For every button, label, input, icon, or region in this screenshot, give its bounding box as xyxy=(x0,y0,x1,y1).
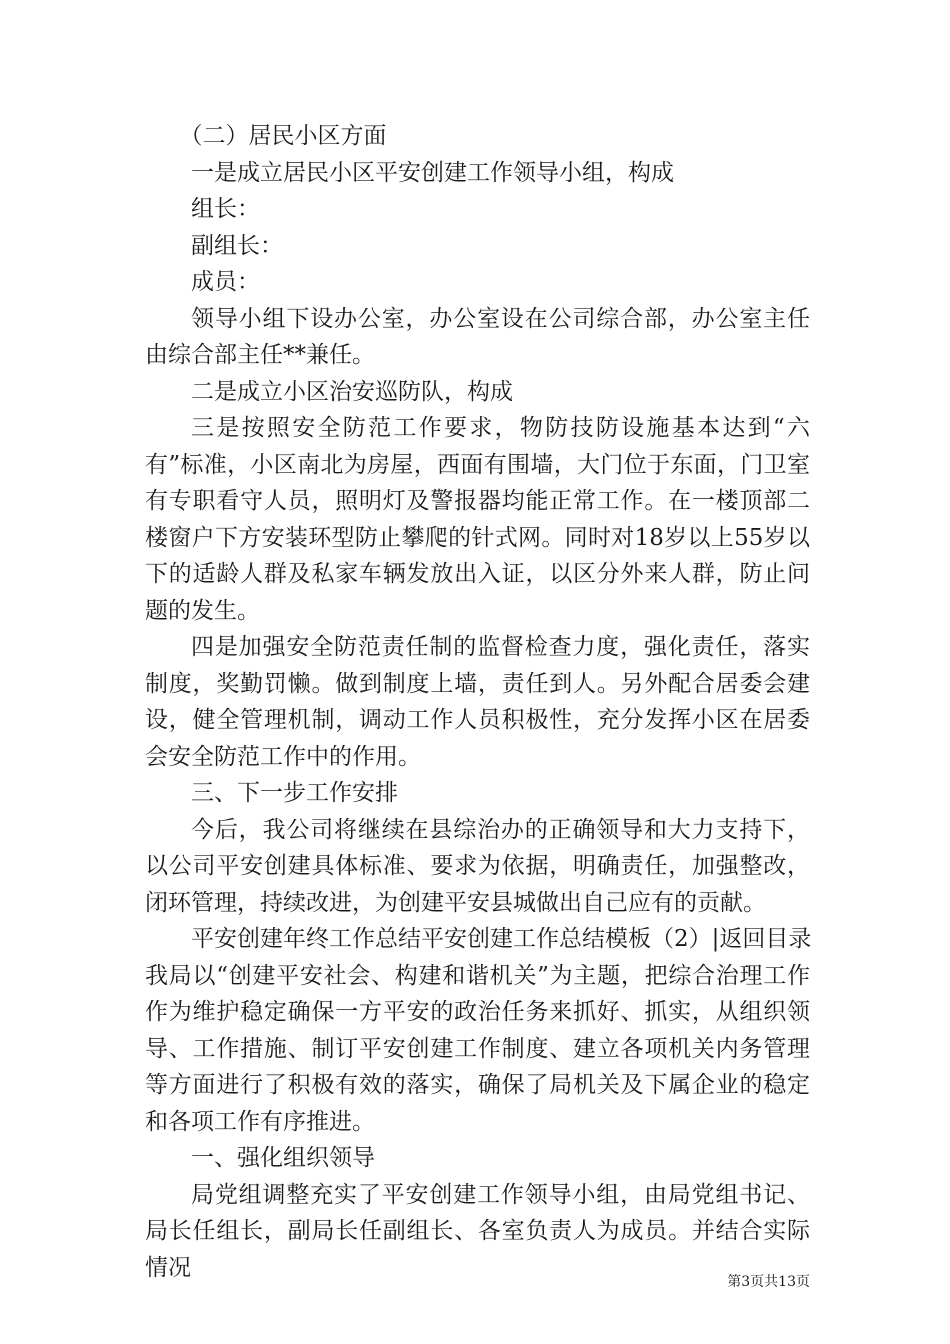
paragraph-leadership-group: 一是成立居民小区平安创建工作领导小组，构成 xyxy=(191,159,674,186)
section-heading-organization: 一、强化组织领导 xyxy=(191,1145,375,1171)
document-body xyxy=(145,118,810,1286)
paragraph-safety-facilities: 三是按照安全防范工作要求，物防技防设施基本达到“六有”标准，小区南北为房屋，西面有围墙，大门位于东面，门卫室有专职看守人员，照明灯及警报器均能正常工作。在一楼顶部二楼窗户下方安装环型防止攀爬的针式网。同时对18岁以上55岁以下的适龄人群及私家车辆发放出入证，以区分外来人群，防止问题的发生。 xyxy=(145,415,810,624)
paragraph-party-group: 局党组调整充实了平安创建工作领导小组，由局党组书记、局长任组长，副局长任副组长、各室负责人为成员。并结合实际情况 xyxy=(145,1181,810,1281)
paragraph-group-leader: 组长： xyxy=(191,196,260,222)
section-heading-next-steps: 三、下一步工作安排 xyxy=(191,780,398,806)
paragraph-members: 成员： xyxy=(191,269,260,295)
section-heading-residential: （二）居民小区方面 xyxy=(179,123,387,149)
paragraph-responsibility: 四是加强安全防范责任制的监督检查力度，强化责任，落实制度，奖勤罚懒。做到制度上墙，责任到人。另外配合居委会建设，健全管理机制，调动工作人员积极性，充分发挥小区在居委会安全防范工作中的作用。 xyxy=(145,634,810,770)
paragraph-future-plan: 今后，我公司将继续在县综治办的正确领导和大力支持下，以公司平安创建具体标准、要求为依据，明确责任，加强整改，闭环管理，持续改进，为创建平安县城做出自己应有的贡献。 xyxy=(145,816,810,916)
paragraph-patrol-team: 二是成立小区治安巡防队，构成 xyxy=(191,378,513,405)
paragraph-office: 领导小组下设办公室，办公室设在公司综合部，办公室主任由综合部主任**兼任。 xyxy=(145,305,810,368)
paragraph-bureau-theme: 我局以“创建平安社会、构建和谐机关”为主题，把综合治理工作作为维护稳定确保一方平安的政治任务来抓好、抓实，从组织领导、工作措施、制订平安创建工作制度、建立各项机关内务管理等方面进行了积极有效的落实，确保了局机关及下属企业的稳定和各项工作有序推进。 xyxy=(145,962,810,1135)
page-indicator: 第3页共13页 xyxy=(727,1274,810,1290)
paragraph-deputy-leader: 副组长： xyxy=(191,232,283,259)
paragraph-template-title: 平安创建年终工作总结平安创建工作总结模板（2）|返回目录 xyxy=(191,926,812,952)
